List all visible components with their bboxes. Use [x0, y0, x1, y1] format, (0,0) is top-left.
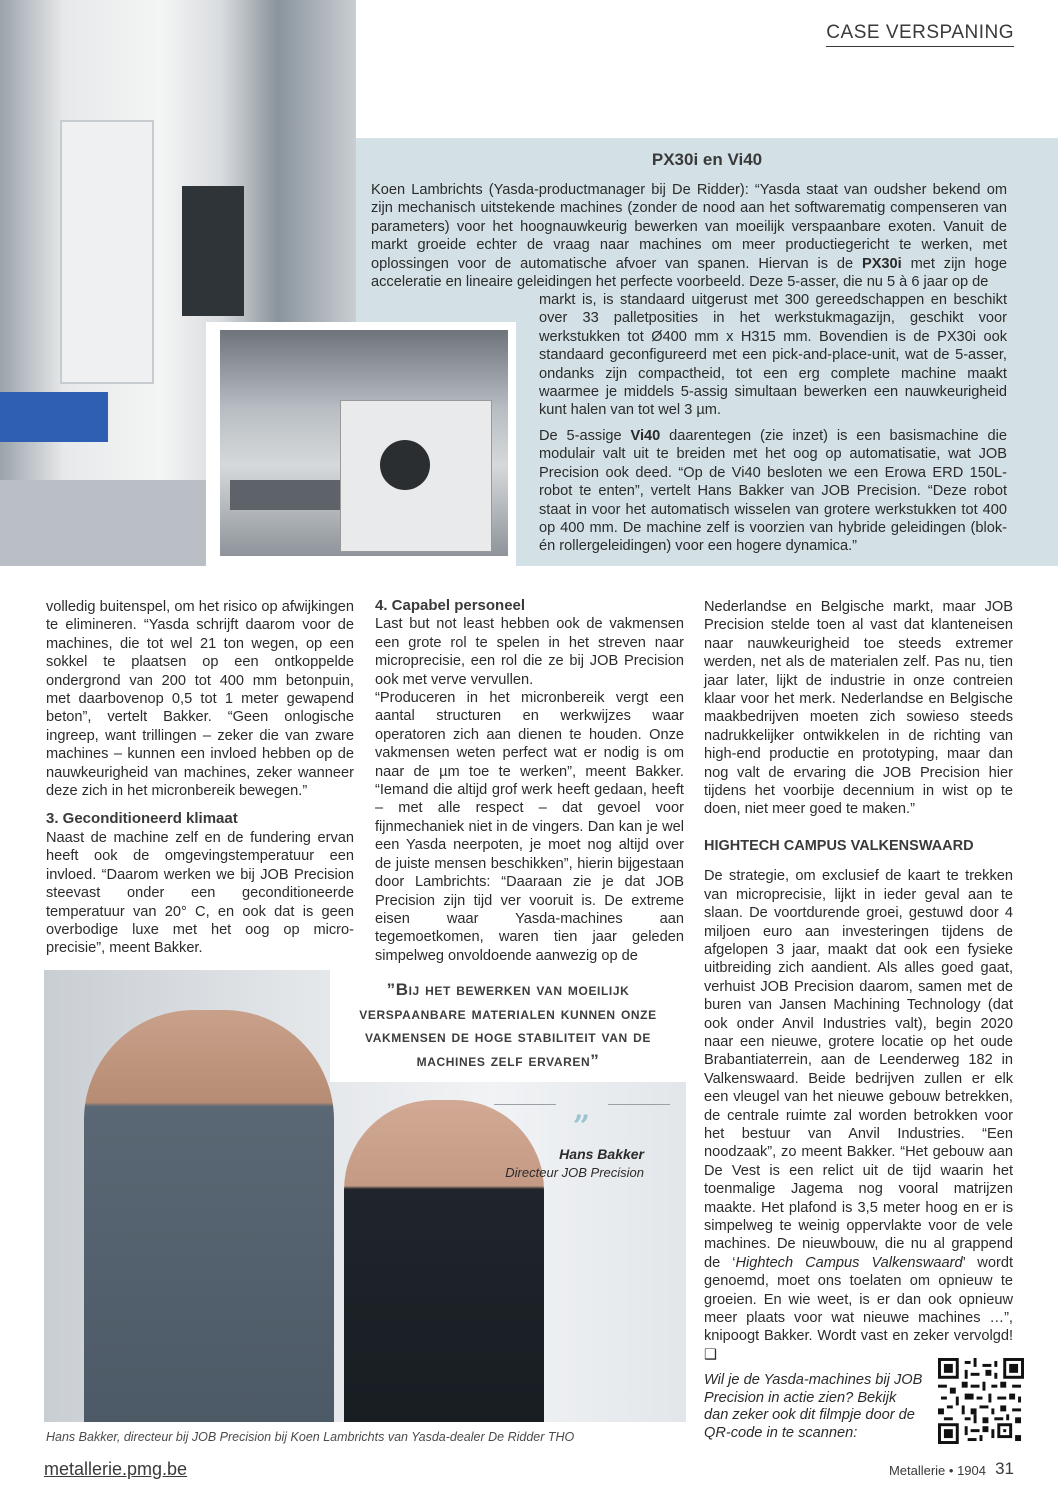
quote-close-mark: ”	[590, 1050, 600, 1070]
machine-porthole	[380, 440, 430, 490]
box-bold-px30i: PX30i	[861, 255, 902, 272]
page-number: 31	[995, 1459, 1014, 1478]
quote-marks-icon: „	[573, 1092, 591, 1127]
column-2	[375, 597, 684, 965]
col3-heading: HIGHTECH CAMPUS VALKENSWAARD	[704, 837, 974, 854]
box-text-b: met zijn hoge acceleratie en lineaire geleidingen het perfecte voorbeeld. Deze 5-asser, die nu 5 à 6 jaar op de	[371, 255, 1007, 291]
box-paragraph-1	[371, 181, 1007, 291]
col2-heading: 4. Capabel personeel	[375, 597, 526, 614]
col3-text-a: De strategie, om exclusief de kaart te trekken van microprecisie, lijkt in ieder geval aan te slaan. De voortdurende groei, gestuwd door 4 miljoen euro aan investeringen tijdens de afgelopen 3 jaar, maakt dat ook een fysieke uitbreiding zich aandient. Als alles goed gaat, verhuist JOB Precision daarom, samen met de buren van Jansen Machining Technology (dat ook onder Anvil Industries valt), begin 2020 naar een nieuwe, grotere locatie op het oude Brabantiaterrein, aan de Leenderweg 182 in Valkenswaard. Beide bedrijven zullen er elk een vleugel van het nieuwe gebouw betrekken, de centrale ruimte zal worden betrokken voor het bestuur van Anvil Industries. “Een noodzaak”, zo meent Bakker. “Het gebouw aan De Vest is een relict uit de tijd waarin het toenmalige Jagema nog vooral matrijzen maakte. Het plafond is 3,5 meter hoog en er is simpelweg te weinig oppervlakte voor de vele machines. De nieuwbouw, die nu al grappend de ‘	[704, 868, 1013, 1271]
box-text-a: Koen Lambrichts (Yasda-productmanager bij De Ridder): “Yasda staat van oudsher bekend om zijn mechanisch uitstekende machines (zonder de nood aan het softwarematig compenseren van parameters) voor het hoognauwkeurig bewerken van moeilijk verspaanbare exoten. Vanuit de markt groeide echter de vraag naar machines om meer productiegericht te werken, met oplossingen voor de automatische afvoer van spanen. Hiervan is de	[371, 182, 1007, 272]
footer-url-link[interactable]: metallerie.pmg.be	[44, 1459, 188, 1479]
blue-bins	[0, 392, 108, 442]
box-title: PX30i en Vi40	[651, 150, 763, 169]
col1-paragraph-2: Naast de machine zelf en de fundering ervan heeft ook de omgevingstemperatuur een invloed. “Daarom werken we bij JOB Precision steevast onder een geconditioneerde temperatuur van 20° C, en ook dat is geen overbodige luxe met het oog op micro-precisie”, meent Bakker.	[46, 829, 354, 957]
qr-prompt: Wil je de Yasda-machines bij JOB Precision in actie zien? Bekijk dan zeker ook dit filmpje door de QR-code in te scannen:	[704, 1372, 923, 1441]
inset-photo	[206, 322, 516, 566]
col3-paragraph-2	[704, 867, 1013, 1364]
quote-author-name: Hans Bakker	[559, 1146, 644, 1162]
pull-quote	[330, 970, 686, 1082]
column-3	[704, 598, 1013, 1364]
qr-code-icon[interactable]	[938, 1358, 1024, 1444]
box-text-c: De 5-assige	[539, 428, 631, 444]
section-header: CASE VERSPANING	[826, 22, 1014, 47]
quote-open-mark: ”	[386, 980, 396, 999]
box-paragraph-2	[539, 427, 1007, 556]
col3-paragraph-1: Nederlandse en Belgische markt, maar JOB Precision stelde toen al vast dat klanteneisen naar nauwkeurigheid toe steeds extremer werden, net als de materialen zelf. Pas nu, tien jaar later, lijkt de industrie in onze contreien klaar voor het merk. Nederlandse en Belgische maakbedrijven moeten zich sowieso steeds nadrukkelijker ontwikkelen in de richting van high-end productie en prototyping, maar dan nog valt de ervaring die JOB Precision hier tijdens het voorbije decennium in wist op te doen, niet meer goed te maken.”	[704, 599, 1013, 818]
quote-body: Bij het bewerken van moeilijk verspaanbare materialen kunnen onze vakmensen de hoge stabiliteit van de machines zelf ervaren	[359, 980, 657, 1070]
person-koen	[84, 1010, 334, 1422]
col2-paragraph-2: “Produceren in het micronbereik vergt een aantal structuren en werkwijzes waar operatoren zich aan dienen te houden. Onze vakmensen weten perfect wat er nodig is om naar de µm toe te werken”, meent Bakker. “Iemand die altijd grof werk heeft gedaan, heeft – met alle respect – dat gevoel voor fijnmechaniek niet in de vingers. Dan kan je wel een Yasda neerpoten, je moet nog altijd over de juiste mensen beschikken”, hierin bijgestaan door Lambrichts: “Daaraan zie je dat JOB Precision zijn tijd ver vooruit is. De extreme eisen waar Yasda-machines aan tegemoetkomen, waren tien jaar geleden simpelweg onvoldoende aanwezig op de	[375, 690, 684, 964]
col2-paragraph-1: Last but not least hebben ook de vakmensen een grote rol te spelen in het streven naar microprecisie, een rol die ze bij JOB Precision ook met verve vervullen.	[375, 616, 684, 688]
quote-author-role: Directeur JOB Precision	[505, 1165, 644, 1180]
column-1	[46, 598, 354, 958]
box-bold-vi40: Vi40	[630, 428, 661, 444]
footer-issue: Metallerie • 1904	[888, 1463, 986, 1478]
workshop-image	[220, 330, 508, 556]
workbench	[230, 480, 340, 510]
col1-heading: 3. Geconditioneerd klimaat	[46, 810, 238, 828]
pull-quote-text	[340, 978, 676, 1072]
col1-paragraph-1: volledig buitenspel, om het risico op afwijkingen te elimineren. “Yasda schrijft daarom voor de machines, die tot wel 21 ton wegen, op een sokkel te plaatsen op een ontkoppelde ondergrond van 200 tot 400 mm betonpuin, met daarbovenop 0,5 tot 1 meter gewapend beton”, vertelt Bakker. “Geen onlogische ingreep, want trillingen – zeker die van zware machines – kunnen een invloed hebben op de nauwkeurigheid van machines, zeker wanneer deze zich in het micronbereik bewegen.”	[46, 599, 354, 800]
box-text-d: daarentegen (zie inzet) is een basismachine die modulair valt uit te breiden met het oog op automatisatie, wat JOB Precision ook deed. “Op de Vi40 besloten we een Erowa ERD 150L-robot te enten”, vertelt Hans Bakker van JOB Precision. “Deze robot staat in voor het automatisch wisselen van grotere werkstukken tot 400 op 400 mm. De machine zelf is voorzien van hybride geleidingen (blok- én rollergeleidingen) voor een hogere dynamica.”	[539, 428, 1008, 555]
photo-caption: Hans Bakker, directeur bij JOB Precision bij Koen Lambrichts van Yasda-dealer De Ridder THO	[46, 1430, 575, 1444]
box-paragraph-1-cont: markt is, is standaard uitgerust met 300 gereedschappen en beschikt over 33 palletposities in het werkstukmagazijn, geschikt voor werkstukken tot Ø400 mm x H315 mm. Bovendien is de PX30i ook standaard geconfigureerd met een pick-and-place-unit, wat de 5-asser, ondanks zijn compactheid, tot een erg complete machine maakt waarmee je middels 5-assig simultaan bewerken een nauwkeurigheid kunt halen van tot wel 3 µm.	[539, 292, 1007, 419]
machine-window	[60, 120, 154, 384]
col3-italic-campus: Hightech Campus Valkenswaard	[735, 1254, 963, 1271]
control-cabinet	[182, 186, 244, 316]
col3-text-b: ’ wordt genoemd, moet ons toelaten om opnieuw te groeien. En wie weet, is er dan ook opnieuw meer plaats voor wat nieuwe machines …”, knipoogt Bakker. Wordt vast en zeker vervolgd! ❑	[704, 1254, 1013, 1363]
